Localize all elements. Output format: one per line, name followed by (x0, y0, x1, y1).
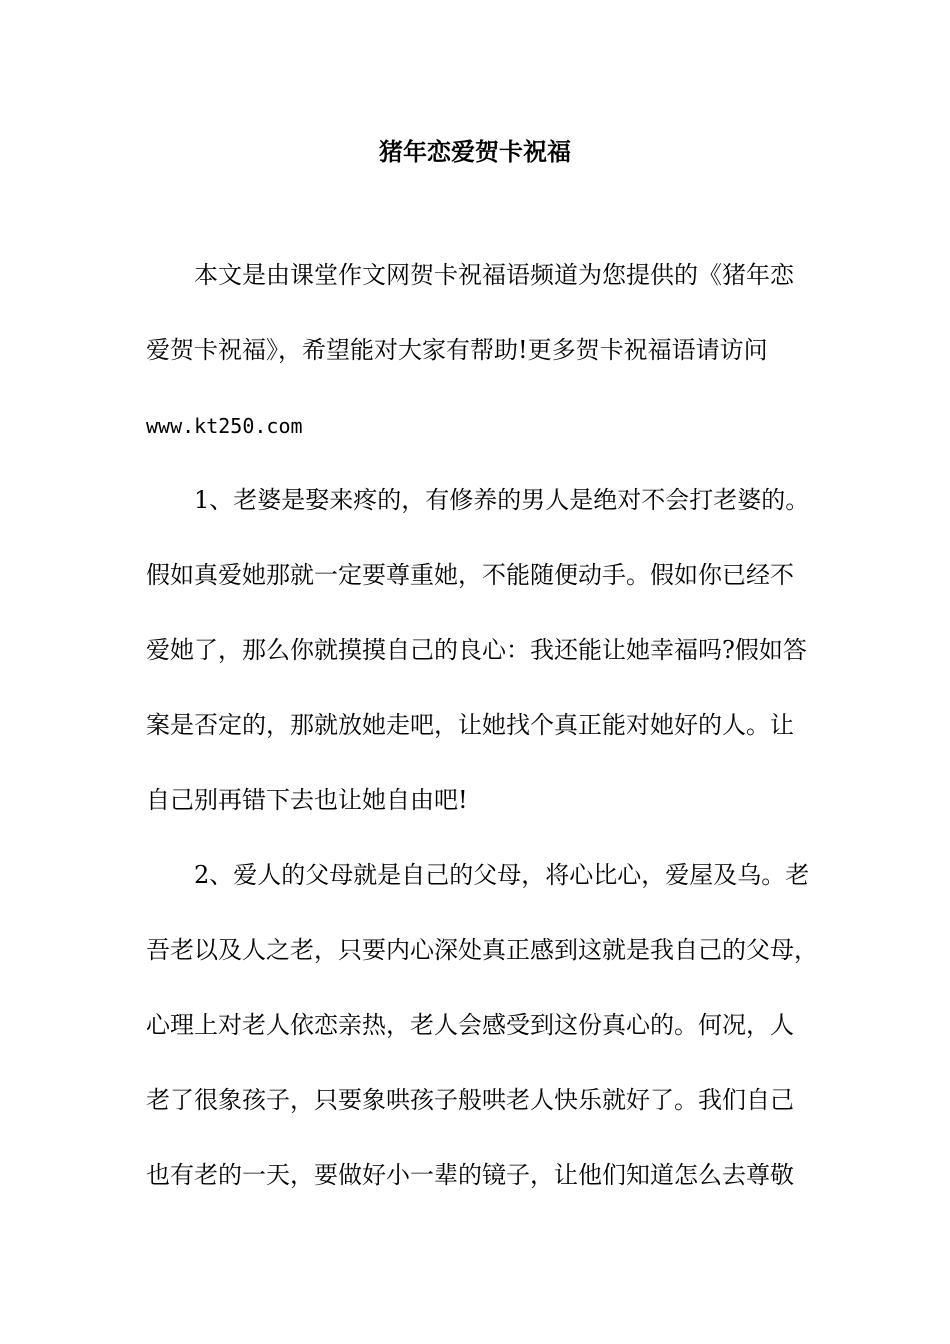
paragraph-line: 心理上对老人依恋亲热，老人会感受到这份真心的。何况，人 (146, 1011, 794, 1039)
paragraph-line: 爱她了，那么你就摸摸自己的良心：我还能让她幸福吗?假如答 (146, 636, 807, 664)
paragraph-line: 案是否定的，那就放她走吧，让她找个真正能对她好的人。让 (146, 711, 794, 739)
paragraph-line: 自己别再错下去也让她自由吧! (146, 786, 468, 814)
document-title: 猪年恋爱贺卡祝福 (379, 138, 571, 166)
paragraph-line: 2、爱人的父母就是自己的父母，将心比心，爱屋及乌。老 (194, 861, 810, 889)
paragraph-line: 也有老的一天，要做好小一辈的镜子，让他们知道怎么去尊敬 (146, 1161, 794, 1189)
paragraph-line: 老了很象孩子，只要象哄孩子般哄老人快乐就好了。我们自己 (146, 1086, 794, 1114)
paragraph-line: 1、老婆是娶来疼的，有修养的男人是绝对不会打老婆的。 (194, 486, 810, 514)
paragraph-line: 吾老以及人之老，只要内心深处真正感到这就是我自己的父母， (146, 936, 818, 964)
paragraph-line: 假如真爱她那就一定要尊重她，不能随便动手。假如你已经不 (146, 561, 794, 589)
paragraph-line: www.kt250.com (146, 414, 303, 438)
paragraph-line: 爱贺卡祝福》，希望能对大家有帮助!更多贺卡祝福语请访问 (146, 336, 768, 364)
paragraph-line: 本文是由课堂作文网贺卡祝福语频道为您提供的《猪年恋 (194, 261, 794, 289)
